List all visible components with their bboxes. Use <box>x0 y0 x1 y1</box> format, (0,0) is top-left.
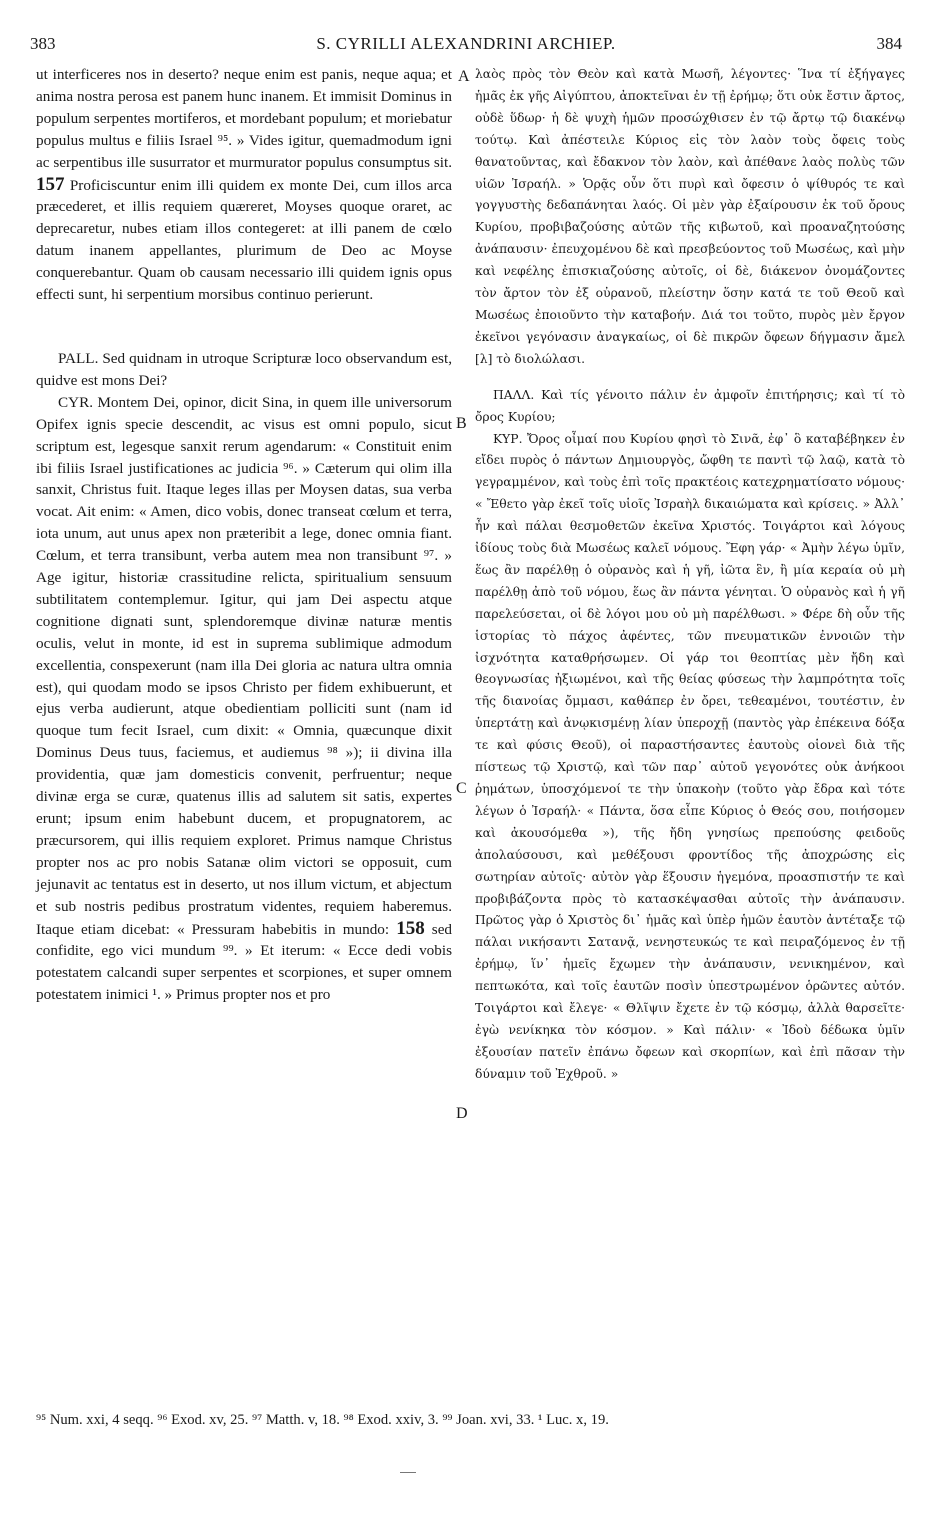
column-marker-d: D <box>456 1105 468 1122</box>
column-marker-c: C <box>456 780 467 797</box>
margin-number: 158 <box>396 917 425 939</box>
page-header <box>30 34 902 58</box>
margin-number: 157 <box>36 173 65 195</box>
latin-text: CYR. Montem Dei, opinor, dicit Sina, in quem ille universorum Opifex ignis specie descendit, ac visus est omni populo, sicut scriptum est, legesque sanxit rerum agendarum: « Constituit enim ibi filiis Israel justificationes ac judicia ⁹⁶. » Cæterum qui olim illa sanxit, Christus fuit. Itaque leges illas per Moysen datas, sua verba vocat. Ait enim: « Amen, dico vobis, donec transeat cœlum et terra, iota unum, aut unus apex non præteribit a lege, donec omnia fiant. Cœlum, et terra transibunt, verba autem mea non transibunt ⁹⁷. » Age igitur, historiæ crassitudine relicta, spiritualium sensuum subtilitatem contemplemur. Igitur, qui jam Dei aspectu atque cognitione dignati sunt, splendoremque divinæ naturæ mentis oculis, velut in monte, id est in suprema sublimique admodum excellentia, conspexerunt (nam illa Dei gloria ac natura ultra omnia est), qui quodam modo se ipsos Christo per fidem exhibuerunt, et ejus verba audierunt, atque obedientiam polliciti sunt (nam id quoque tum fecit Israel, cum dixit: « Omnia, quæcunque dixit Dominus Deus tuus, faciemus, et audiemus ⁹⁸ »); ii divina illa providentia, quæ jam domesticis convenit, perfruentur; neque divinæ erga se curæ, quatenus illis ad salutem sit satis, expertes erunt; ipsum enim habebunt ducem, et propugnatorem, ac præcursorem, qui illis requiem exploret. Primus namque Christus propter nos ac pro nobis Satanæ olim victori se opposuit, cum jejunavit ac tentatus est in deserto, ut nos illum victum, et abjectum et sub nostris pedibus prostratum videntes, requiem haberemus. Itaque etiam dicebat: « Pressuram habebitis in mundo: <box>36 393 452 938</box>
greek-paragraph: ΠΑΛΛ. Καὶ τίς γένοιτο πάλιν ἐν ἀμφοῖν ἐπιτήρησις; καὶ τί τὸ ὄρος Κυρίου; <box>475 387 905 424</box>
column-marker-a: A <box>458 68 470 85</box>
greek-paragraph: ΚΥΡ. Ὄρος οἶμαί που Κυρίου φησὶ τὸ Σινᾶ, ἐφ᾽ ὃ καταβέβηκεν ἐν εἴδει πυρὸς ὁ πάντων Δημιουργὸς, ὤφθη τε παντὶ τῷ λαῷ, κατὰ τὸ γεγραμμένον, καὶ τοὺς ἐπὶ τοῖς πρακτέοις κατεχρηματίσατο νόμους· « Ἔθετο γὰρ ἐκεῖ τοῖς υἱοῖς Ἰσραὴλ δικαιώματα καὶ κρίσεις. » Ἀλλ᾽ ἦν καὶ πάλαι θεσμοθετῶν ἐκεῖνα Χριστός. Τοιγάρτοι καὶ λόγους ἰδίους τοὺς διὰ Μωσέως καλεῖ νόμους. Ἔφη γάρ· « Ἀμὴν λέγω ὑμῖν, ἕως ἂν παρέλθῃ ὁ οὐρανὸς καὶ ἡ γῆ, ἰῶτα ἓν, ἢ μία κεραία οὐ μὴ παρέλθῃ ἀπὸ τοῦ νόμου, ἕως ἂν πάντα γένηται. Ὁ οὐρανὸς καὶ ἡ γῆ παρελεύσεται, οἱ δὲ λόγοι μου οὐ μὴ παρέλθωσι. » Φέρε δὴ οὖν τῆς ἱστορίας τὸ πάχος ἀφέντες, τῶν πνευματικῶν ἐννοιῶν τὴν ἰσχνότητα καταθρήσωμεν. Οἱ γάρ τοι θεοπτίας μὲν ἤδη καὶ θεογνωσίας ἠξιωμένοι, καὶ τῆς θείας φύσεως τὴν λαμπρότητα τοῖς τῆς διανοίας ὄμμασι, καθάπερ ἐν ὄρει, τεθεαμένοι, τουτέστιν, ἐν ὑπερτάτῃ καὶ ἀνῳκισμένῃ λίαν ὑπεροχῇ (παντὸς γὰρ ἐπέκεινα δόξα τε καὶ φύσις Θεοῦ), οἱ παραστήσαντες ἑαυτοὺς οἱονεὶ διὰ τῆς πίστεως τῷ Χριστῷ, καὶ τῶν παρ᾽ αὐτοῦ γεγονότες οὐκ ἀνήκοοι ῥημάτων, ὑποσχόμενοί τε τὴν ὑπακοὴν (τοῦτο γὰρ ἔδρα καὶ τότε λέγων ὁ Ἰσραήλ· « Πάντα, ὅσα εἶπε Κύριος ὁ Θεός σου, ποιήσομεν καὶ ἀκουσόμεθα »), τῆς ἤδη γνησίως πρεπούσης φειδοῦς ἀπολαύσουσι, καὶ μεθέξουσι φροντίδος τῆς ἀποχρώσης εἰς σωτηρίαν αὐτοῖς· αὐτὸν γὰρ ἕξουσιν ἡγεμόνα, προασπιστήν τε καὶ προβιβάζοντα πρὸς τὸ κατασκέψασθαι αὐτοῖς τὴν ἀνάπαυσιν. Πρῶτος γὰρ ὁ Χριστὸς δι᾽ ἡμᾶς καὶ ὑπὲρ ἡμῶν ἑαυτὸν ἀντέταξε τῷ πάλαι νικήσαντι Σατανᾷ, νενηστευκώς τε καὶ πειραζόμενος ἐν τῇ ἐρήμῳ, ἵν᾽ ἡμεῖς ἔχωμεν τὴν ἀνάπαυσιν, νενικημένον, καὶ πεπτωκότα, καὶ τοῖς ἑαυτῶν ποσὶν ὑπεστρωμένον ὁρῶντες αὐτόν. Τοιγάρτοι καὶ ἔλεγε· « Θλῖψιν ἔχετε ἐν τῷ κόσμῳ, ἀλλὰ θαρσεῖτε· ἐγὼ νενίκηκα τὸν κόσμον. » Καὶ πάλιν· « Ἰδοὺ δέδωκα ὑμῖν ἐξουσίαν πατεῖν ἐπάνω ὄφεων καὶ σκορπίων, καὶ ἐπὶ πᾶσαν τὴν δύναμιν τοῦ Ἐχθροῦ. » <box>475 431 905 1081</box>
page-number-right: 384 <box>876 34 902 53</box>
latin-text: Proficiscuntur enim illi quidem ex monte Dei, cum illos arca præcederet, et illis requiem quæreret, Moyses quoque oraret, ac deprecaretur, nubes etiam illos contegeret: at illi panem de cœlo datum inanem appellantes, plurimum de Deo ac Moyse conquerebantur. Quam ob causam necessario illi quidem ignis opus effecti sunt, hi serpentium morsibus continuo perierunt. <box>36 176 452 304</box>
latin-paragraph: PALL. Sed quidnam in utroque Scripturæ loco observandum est, quidve est mons Dei? <box>36 349 452 389</box>
column-marker-b: B <box>456 415 467 432</box>
latin-paragraph <box>36 64 452 306</box>
latin-column <box>36 64 452 1006</box>
latin-text: ut interficeres nos in deserto? neque enim est panis, neque aqua; et anima nostra perosa est panem hunc inanem. Et immisit Dominus in populum serpentes mortiferos, et mordebant populum; et moriebatur populus multus e filiis Israel ⁹⁵. » Vides igitur, quemadmodum igni ac serpentibus ille susurrator et murmurator populus consumptus sit. <box>36 66 452 171</box>
bottom-dash <box>400 1472 416 1473</box>
footnotes: ⁹⁵ Num. xxi, 4 seqq. ⁹⁶ Exod. xv, 25. ⁹⁷ Matth. v, 18. ⁹⁸ Exod. xxiv, 3. ⁹⁹ Joan. xvi, 33. ¹ Luc. x, 19. <box>36 1412 609 1428</box>
page-number-left: 383 <box>30 34 56 53</box>
latin-text: sed confidite, ego vici mundum ⁹⁹. » Et iterum: « Ecce dedi vobis potestatem calcandi super serpentes et scorpiones, et super omnem potestatem inimici ¹. » Primus propter nos et pro <box>36 920 453 1004</box>
greek-paragraph: λαὸς πρὸς τὸν Θεὸν καὶ κατὰ Μωσῆ, λέγοντες· Ἵνα τί ἐξήγαγες ἡμᾶς ἐκ γῆς Αἰγύπτου, ἀποκτεῖναι ἐν τῇ ἐρήμῳ; ὅτι οὐκ ἔστιν ἄρτος, οὐδὲ ὕδωρ· ἡ δὲ ψυχὴ ἡμῶν προσώχθισεν ἐν τῷ ἄρτῳ τῷ διακένῳ τούτῳ. Καὶ ἀπέστειλε Κύριος εἰς τὸν λαὸν τοὺς ὄφεις τοὺς θανατοῦντας, καὶ ἔδακνον τὸν λαὸν, καὶ ἀπέθανε λαὸς πολὺς τῶν υἱῶν Ἰσραήλ. » Ὁρᾷς οὖν ὅτι πυρὶ καὶ ὄφεσιν ὁ ψίθυρός τε καὶ γογγυστὴς δεδαπάνηται λαός. Οἱ μὲν γὰρ ἐξαίρουσιν ἐκ τοῦ ὄρους Κυρίου, προβιβαζούσης αὐτῶν τῆς κιβωτοῦ, καὶ προαναζητούσης ἀνάπαυσιν· ἐπευχομένου δὲ καὶ πρεσβεύοντος τοῦ Μωσέως, καὶ μὴν καὶ νεφέλης ἐπισκιαζούσης αὐτοῖς, οἱ δὲ, διάκενον ὀνομάζοντες τὸν ἄρτον τὸν ἐξ οὐρανοῦ, πλείστην ὅσην κατά τε τοῦ Θεοῦ καὶ Μωσέως ἐποιοῦντο τὴν καταβοήν. Διά τοι τοῦτο, πυρὸς μὲν ἔργον ἐκεῖνοι γεγόνασιν ἀναγκαίως, οἱ δὲ πικρῶν ὄφεων δήγμασιν ἄμελ [λ] τὸ διολώλασι. <box>475 67 905 366</box>
running-title: S. CYRILLI ALEXANDRINI ARCHIEP. <box>316 34 616 53</box>
latin-paragraph <box>36 392 452 1006</box>
greek-column <box>475 64 905 1086</box>
